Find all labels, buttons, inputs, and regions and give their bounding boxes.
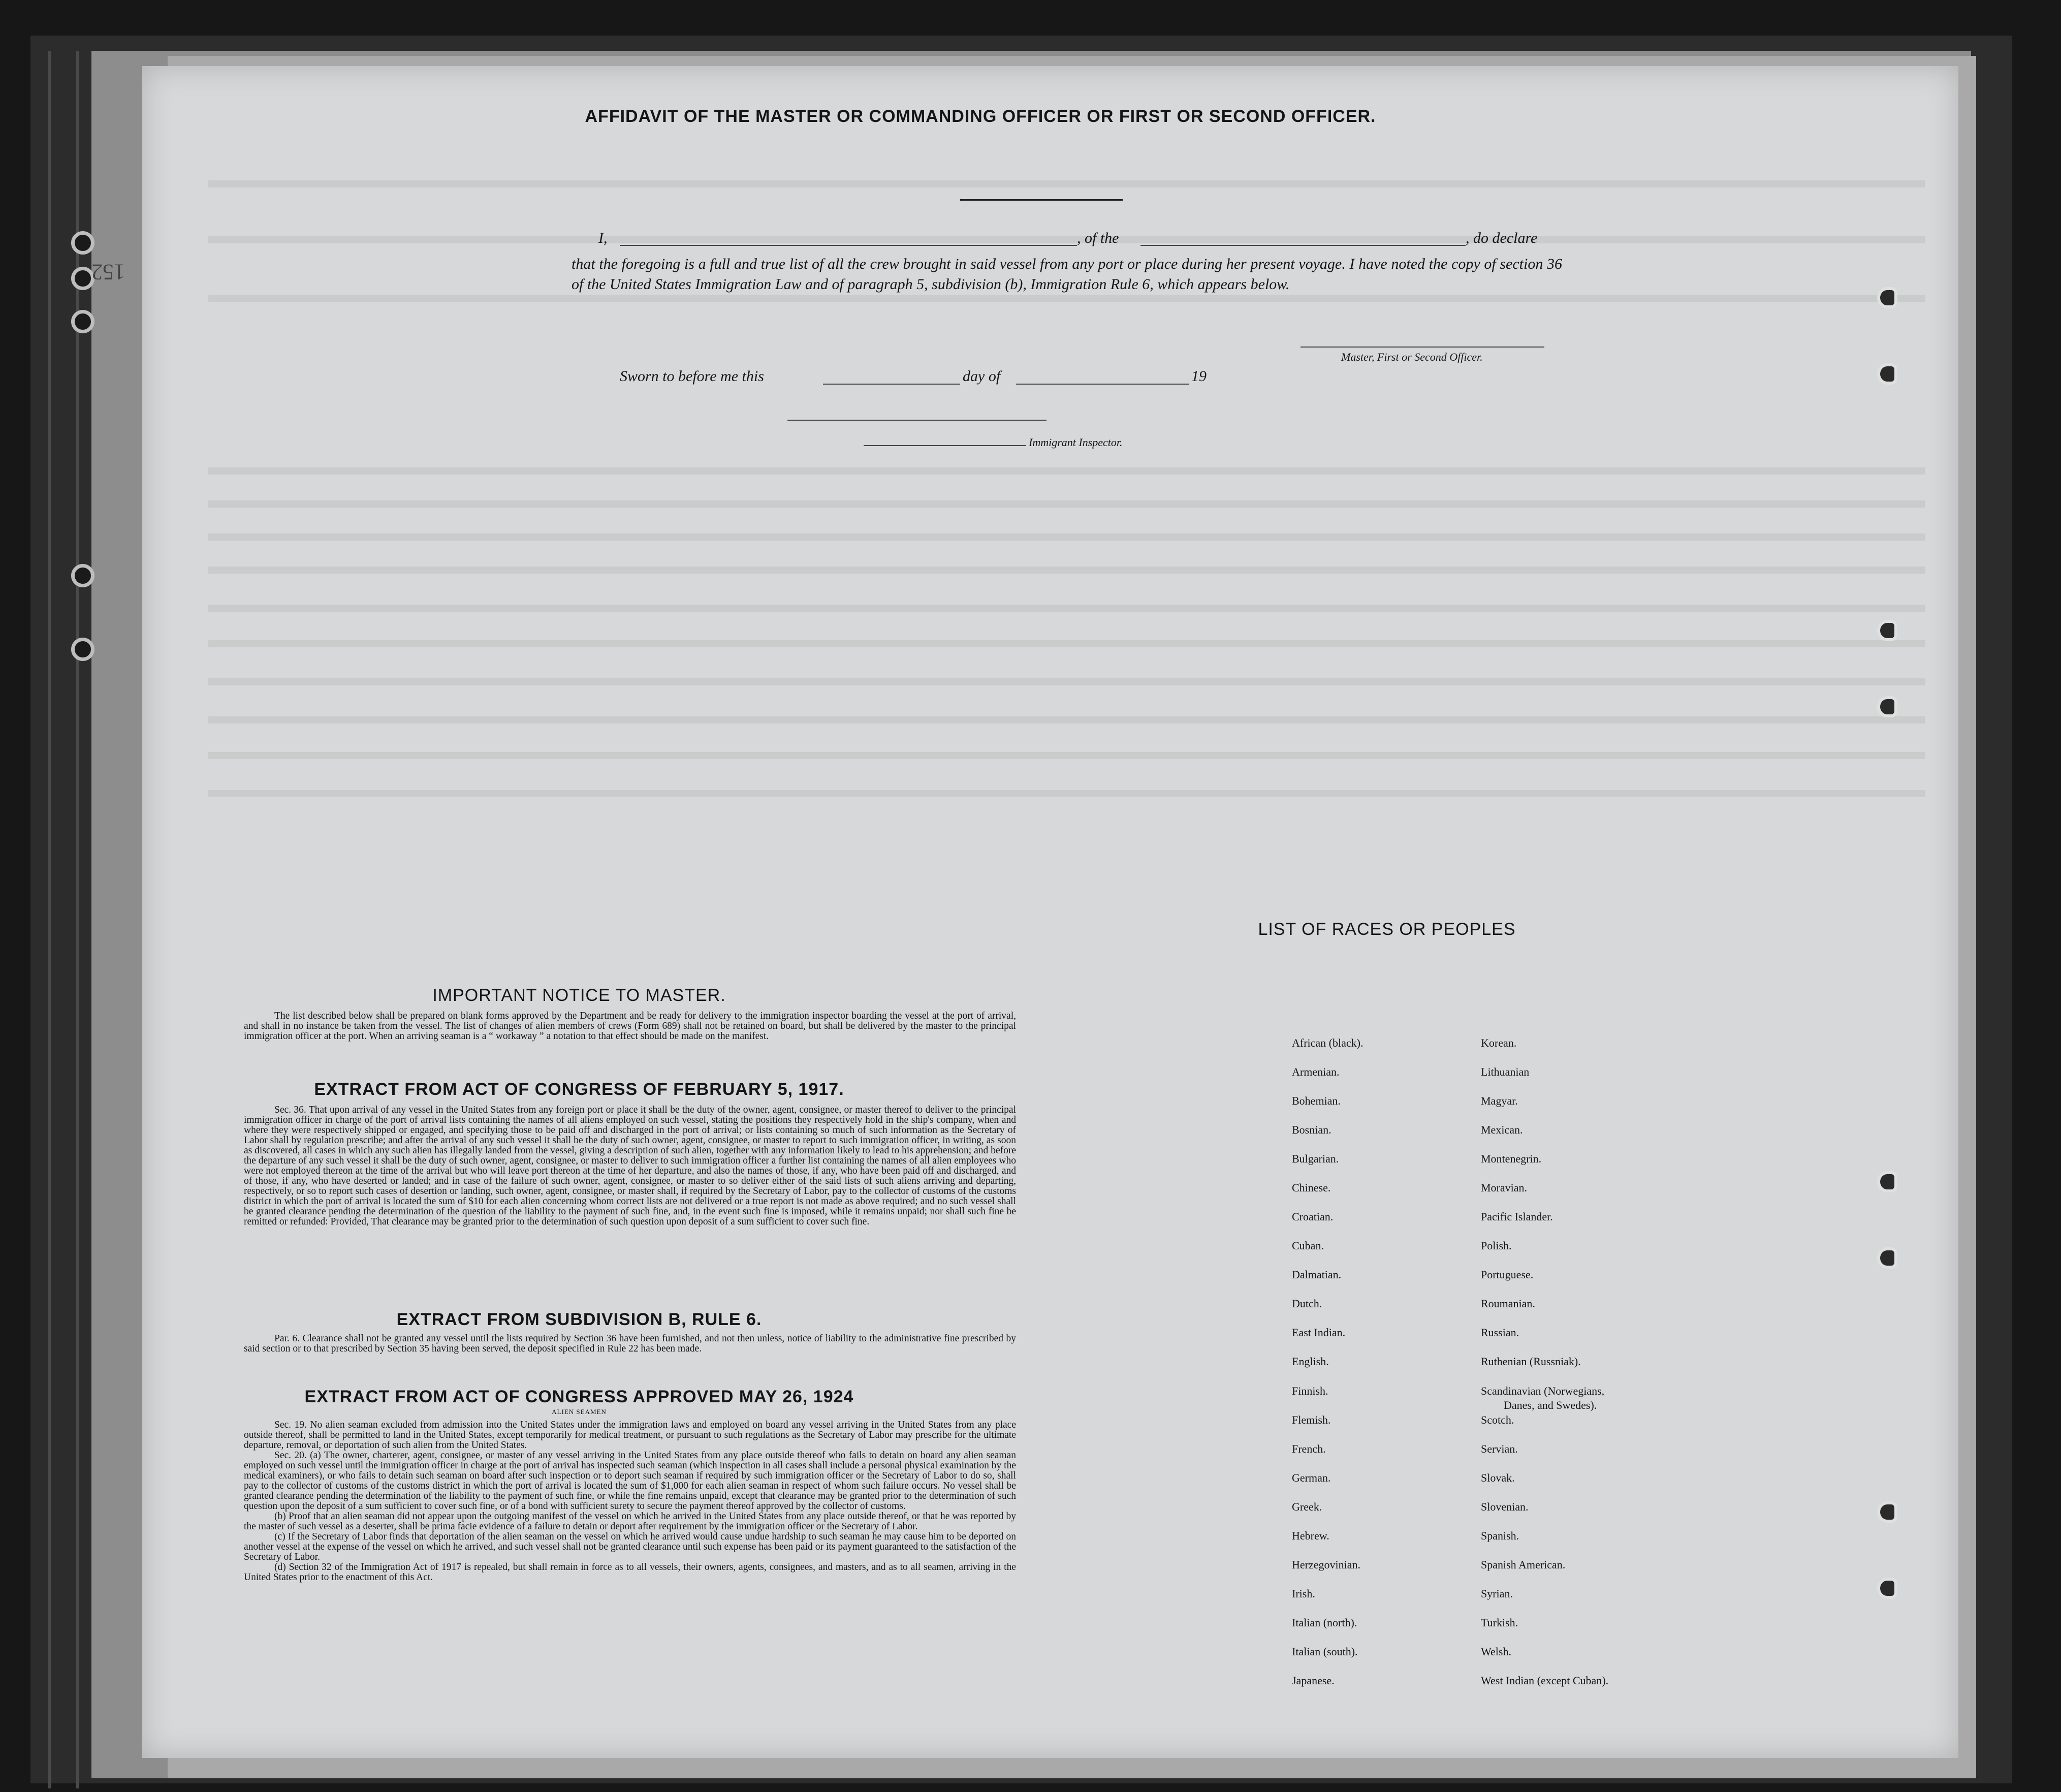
binder-hole (71, 231, 94, 255)
punch-hole (1877, 1247, 1897, 1269)
race-item: Spanish. (1481, 1529, 1519, 1542)
race-item: African (black). (1292, 1036, 1364, 1049)
punch-hole (1877, 696, 1897, 717)
race-item: Slovenian. (1481, 1500, 1529, 1513)
inspector-caption: Immigrant Inspector. (1029, 436, 1123, 449)
sec-20a: Sec. 20. (a) The owner, charterer, agent, consignee, or master of any vessel arriving in the United States from any place outside thereof who fails to detain on board any alien seaman employed on such vessel until the immigration officer in charge at the port of arrival has inspected such seaman (which inspection in all cases shall include a personal physical examination by the medical examiners), or who fails to detain such seaman on board after such inspection or to deport such seaman if required by such immigration officer or the Secretary of Labor to do so, shall pay to the collector of customs of the customs district in which the port of arrival is located the sum of $1,000 for each alien seaman in respect of whom such failure occurs. No vessel shall be granted clearance pending the determination of the liability to the payment of such fine, or while the fine remains unpaid, except that clearance may be granted prior to the determination of such question upon the deposit of a sum sufficient to cover such fine, or of a bond with sufficient surety to secure the payment thereof approved by the collector of customs. (244, 1450, 1016, 1512)
race-item: Italian (south). (1292, 1645, 1358, 1658)
affidavit-body: that the foregoing is a full and true list of all the crew brought in said vessel from any port or place during her present voyage. I have noted the copy of section 36 of the United States Immigration Law and of paragraph 5, subdivision (b), Immigration Rule 6, which appears below. (572, 256, 1562, 293)
race-item: Cuban. (1292, 1239, 1324, 1252)
race-item: Armenian. (1292, 1065, 1340, 1078)
race-item: Montenegrin. (1481, 1152, 1542, 1165)
vessel-blank (1140, 245, 1466, 246)
affidavit-i: I, (598, 230, 608, 246)
year-label: 19 (1191, 368, 1207, 385)
binder-hole (71, 638, 94, 661)
race-item: Italian (north). (1292, 1616, 1357, 1629)
race-item: Flemish. (1292, 1413, 1331, 1426)
race-item: Scandinavian (Norwegians, (1481, 1385, 1605, 1397)
binder-hole (71, 310, 94, 333)
race-item: Dalmatian. (1292, 1268, 1342, 1281)
inspector-caption-line (864, 445, 1026, 446)
day-of-label: day of (963, 368, 1001, 385)
subdivision-b-text: Par. 6. Clearance shall not be granted any vessel until the lists required by Section 36 have been furnished, and not then unless, notice of liability to the administrative fine prescribed by said section or to that prescribed by Section 35 having been served, the deposit specified in Rule 22 has been made. (244, 1333, 1016, 1354)
binder-edge (48, 51, 51, 1788)
subdivision-b-title: EXTRACT FROM SUBDIVISION B, RULE 6. (396, 1310, 762, 1329)
race-item: Spanish American. (1481, 1558, 1566, 1571)
sec-20c: (c) If the Secretary of Labor finds that deportation of the alien seaman on the vessel on which he arrived would cause undue hardship to such seaman he may cause him to be deported on another vessel at the expense of the vessel on which he arrived, and such vessel shall not be granted clearance until such expense has been paid or its payment guaranteed to the satisfaction of the Secretary of Labor. (244, 1531, 1016, 1562)
race-item: West Indian (except Cuban). (1481, 1674, 1609, 1687)
race-item: French. (1292, 1442, 1326, 1455)
race-item: Chinese. (1292, 1181, 1331, 1194)
master-signature-line (1301, 347, 1544, 348)
race-item: Portuguese. (1481, 1268, 1534, 1281)
extract-1924-title: EXTRACT FROM ACT OF CONGRESS APPROVED MAY 26, 1924 (304, 1387, 854, 1406)
race-item: Lithuanian (1481, 1065, 1530, 1078)
month-blank (1016, 384, 1189, 385)
punch-hole (1877, 287, 1897, 308)
race-item: Finnish. (1292, 1385, 1328, 1397)
race-item: Ruthenian (Russniak). (1481, 1355, 1581, 1368)
affidavit-title: AFFIDAVIT OF THE MASTER OR COMMANDING OFFICER OR FIRST OR SECOND OFFICER. (585, 107, 1376, 126)
race-item: Bosnian. (1292, 1123, 1331, 1136)
inspector-signature-line (787, 420, 1047, 421)
punch-hole (1877, 1501, 1897, 1523)
notice-text: The list described below shall be prepared on blank forms approved by the Department and be ready for delivery to the immigration inspector boarding the vessel at the port of arrival, and shall in no instance be taken from the vessel. The list of changes of alien members of crews (Form 689) shall not be retained on board, but shall be delivered by the master to the principal immigration officer at the port. When an arriving seaman is a “ workaway ” a notation to that effect should be made on the manifest. (244, 1011, 1016, 1042)
race-item: Polish. (1481, 1239, 1512, 1252)
race-item: Japanese. (1292, 1674, 1335, 1687)
race-item: Greek. (1292, 1500, 1322, 1513)
punch-hole (1877, 1171, 1897, 1192)
race-item: Dutch. (1292, 1297, 1322, 1310)
races-title: LIST OF RACES OR PEOPLES (1258, 920, 1516, 939)
race-item: Irish. (1292, 1587, 1315, 1600)
race-item: Mexican. (1481, 1123, 1523, 1136)
race-item: Syrian. (1481, 1587, 1513, 1600)
race-item: Moravian. (1481, 1181, 1528, 1194)
margin-number: 152 (91, 260, 125, 285)
sec-20b: (b) Proof that an alien seaman did not appear upon the outgoing manifest of the vessel on which he arrived in the United States from any place outside thereof, or that he was reported by the master of such vessel as a deserter, shall be prima facie evidence of a failure to detain or deport after requirement by the immigration officer or the Secretary of Labor. (244, 1511, 1016, 1532)
race-item: German. (1292, 1471, 1331, 1484)
race-item: Korean. (1481, 1036, 1517, 1049)
race-item: Turkish. (1481, 1616, 1518, 1629)
race-item: Servian. (1481, 1442, 1518, 1455)
race-item: Hebrew. (1292, 1529, 1329, 1542)
race-item: Bulgarian. (1292, 1152, 1339, 1165)
affidavit-of-the: , of the (1077, 230, 1119, 246)
race-item: English. (1292, 1355, 1329, 1368)
race-item: Bohemian. (1292, 1094, 1341, 1107)
race-item: Herzegovinian. (1292, 1558, 1360, 1571)
race-item: Danes, and Swedes). (1504, 1399, 1597, 1411)
sworn-label: Sworn to before me this (620, 368, 764, 385)
extract-1917-text: Sec. 36. That upon arrival of any vessel in the United States from any foreign port or place it shall be the duty of the owner, agent, consignee, or master thereof to deliver to the principal immigration officer in charge of the port of arrival lists containing the names of all aliens employed on such vessel, stating the positions they respectively hold in the ship's company, when and where they were respectively shipped or engaged, and specifying those to be paid off and discharged in the port of arrival; or lists containing so much of such information as the Secretary of Labor shall by regulation prescribe; and after the arrival of any such vessel it shall be the duty of such owner, agent, consignee, or master to report to such immigration officer, in writing, as soon as discovered, all cases in which any such alien has illegally landed from the vessel, giving a description of such alien, together with any information likely to lead to his apprehension; and before the departure of any such vessel it shall be the duty of such owner, agent, consignee, or master to deliver to such immigration officer a further list containing the names of all alien employees who were not employed thereon at the time of the arrival but who will leave port thereon at the time of her departure, and also the names of those, if any, who have been paid off and discharged, and of those, if any, who have deserted or landed; and in case of the failure of such owner, agent, consignee, or master to so deliver either of the said lists of such aliens arriving and departing, respectively, or so to report such cases of desertion or landing, such owner, agent, consignee, or master shall, if required by the Secretary of Labor, pay to the collector of customs of the customs district in which the port of arrival is located the sum of $10 for each alien concerning whom correct lists are not delivered or a true report is not made as above required; and no such vessel shall be granted clearance pending the determination of the question of the liability to the payment of such fine, and, in the event such fine is imposed, while it remains unpaid; nor shall such fine be remitted or refunded: Provided, That clearance may be granted prior to the determination of such question upon deposit of a sum sufficient to cover such fine. (244, 1105, 1016, 1227)
punch-hole (1877, 620, 1897, 641)
alien-seamen-subtitle: ALIEN SEAMEN (552, 1408, 607, 1416)
race-item: Russian. (1481, 1326, 1519, 1339)
punch-hole (1877, 1578, 1897, 1599)
race-item: Pacific Islander. (1481, 1210, 1553, 1223)
sec-19: Sec. 19. No alien seaman excluded from admission into the United States under the immigration laws and employed on board any vessel arriving in the United States from any place outside thereof, shall be permitted to land in the United States, except temporarily for medical treatment, or pursuant to such regulations as the Secretary of Labor may prescribe for the ultimate departure, removal, or deportation of such alien from the United States. (244, 1420, 1016, 1451)
race-item: Magyar. (1481, 1094, 1518, 1107)
race-item: Croatian. (1292, 1210, 1334, 1223)
day-blank (823, 384, 960, 385)
race-item: Welsh. (1481, 1645, 1511, 1658)
notice-title: IMPORTANT NOTICE TO MASTER. (432, 986, 726, 1005)
race-item: East Indian. (1292, 1326, 1346, 1339)
punch-hole (1877, 363, 1897, 385)
race-item: Slovak. (1481, 1471, 1515, 1484)
title-underline (960, 199, 1123, 201)
extract-1917-title: EXTRACT FROM ACT OF CONGRESS OF FEBRUARY 5, 1917. (314, 1080, 844, 1099)
name-blank (620, 245, 1077, 246)
binder-hole (71, 564, 94, 587)
master-caption: Master, First or Second Officer. (1341, 351, 1483, 363)
race-item: Roumanian. (1481, 1297, 1535, 1310)
sec-20d: (d) Section 32 of the Immigration Act of 1917 is repealed, but shall remain in force as to all vessels, their owners, agents, consignees, and masters, and as to all seamen, arriving in the United States prior to the enactment of this Act. (244, 1562, 1016, 1583)
extract-1924-text (244, 1420, 1016, 1583)
affidavit-declare: , do declare (1466, 230, 1538, 246)
race-item: Scotch. (1481, 1413, 1514, 1426)
